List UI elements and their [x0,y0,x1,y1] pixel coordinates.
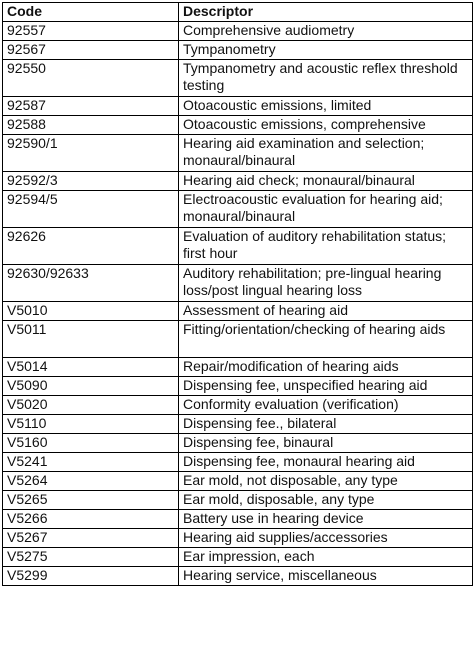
code-cell: 92626 [3,228,179,265]
code-cell: V5090 [3,377,179,396]
code-cell: 92550 [3,60,179,97]
descriptor-cell: Assessment of hearing aid [179,302,473,321]
table-row [3,396,473,415]
descriptor-cell: Hearing aid examination and selection; monaural/binaural [179,135,473,172]
table-row [3,172,473,191]
code-cell: 92587 [3,97,179,116]
table-row [3,434,473,453]
descriptor-cell: Otoacoustic emissions, comprehensive [179,116,473,135]
code-cell: V5275 [3,548,179,567]
code-cell: V5265 [3,491,179,510]
table-row [3,60,473,97]
descriptor-cell: Dispensing fee, binaural [179,434,473,453]
table-row [3,548,473,567]
code-cell: V5267 [3,529,179,548]
column-header-code: Code [3,3,179,22]
table-row [3,135,473,172]
code-cell: V5020 [3,396,179,415]
descriptor-cell: Auditory rehabilitation; pre-lingual hearing loss/post lingual hearing loss [179,265,473,302]
code-cell: 92630/92633 [3,265,179,302]
table-row [3,321,473,358]
code-cell: V5011 [3,321,179,358]
table-row [3,510,473,529]
table-row [3,529,473,548]
descriptor-cell: Dispensing fee., bilateral [179,415,473,434]
descriptor-cell: Evaluation of auditory rehabilitation status; first hour [179,228,473,265]
code-cell: V5299 [3,567,179,586]
descriptor-cell: Fitting/orientation/checking of hearing aids [179,321,473,358]
descriptor-cell: Comprehensive audiometry [179,22,473,41]
descriptor-cell: Otoacoustic emissions, limited [179,97,473,116]
table-row [3,567,473,586]
code-cell: 92557 [3,22,179,41]
descriptor-cell: Tympanometry and acoustic reflex threshold testing [179,60,473,97]
code-cell: V5110 [3,415,179,434]
table-row [3,302,473,321]
code-cell: 92592/3 [3,172,179,191]
table-row [3,491,473,510]
code-cell: V5264 [3,472,179,491]
descriptor-cell: Dispensing fee, unspecified hearing aid [179,377,473,396]
table-row [3,415,473,434]
descriptor-cell: Ear impression, each [179,548,473,567]
descriptor-cell: Hearing aid check; monaural/binaural [179,172,473,191]
descriptor-cell: Ear mold, disposable, any type [179,491,473,510]
table-row [3,358,473,377]
code-cell: V5160 [3,434,179,453]
code-cell: 92590/1 [3,135,179,172]
column-header-descriptor: Descriptor [179,3,473,22]
table-row [3,228,473,265]
descriptor-cell: Repair/modification of hearing aids [179,358,473,377]
table-row [3,265,473,302]
table-row [3,22,473,41]
code-cell: 92588 [3,116,179,135]
code-cell: 92594/5 [3,191,179,228]
descriptor-cell: Tympanometry [179,41,473,60]
table-row [3,116,473,135]
table-row [3,41,473,60]
descriptor-cell: Conformity evaluation (verification) [179,396,473,415]
descriptor-cell: Ear mold, not disposable, any type [179,472,473,491]
code-cell: V5266 [3,510,179,529]
descriptor-cell: Hearing aid supplies/accessories [179,529,473,548]
code-cell: V5014 [3,358,179,377]
descriptor-cell: Dispensing fee, monaural hearing aid [179,453,473,472]
descriptor-cell: Battery use in hearing device [179,510,473,529]
code-cell: V5010 [3,302,179,321]
code-cell: V5241 [3,453,179,472]
table-row [3,191,473,228]
descriptor-cell: Hearing service, miscellaneous [179,567,473,586]
billing-codes-table [2,2,473,586]
table-row [3,97,473,116]
table-row [3,453,473,472]
table-header-row [3,3,473,22]
descriptor-cell: Electroacoustic evaluation for hearing aid; monaural/binaural [179,191,473,228]
table-row [3,472,473,491]
table-row [3,377,473,396]
code-cell: 92567 [3,41,179,60]
